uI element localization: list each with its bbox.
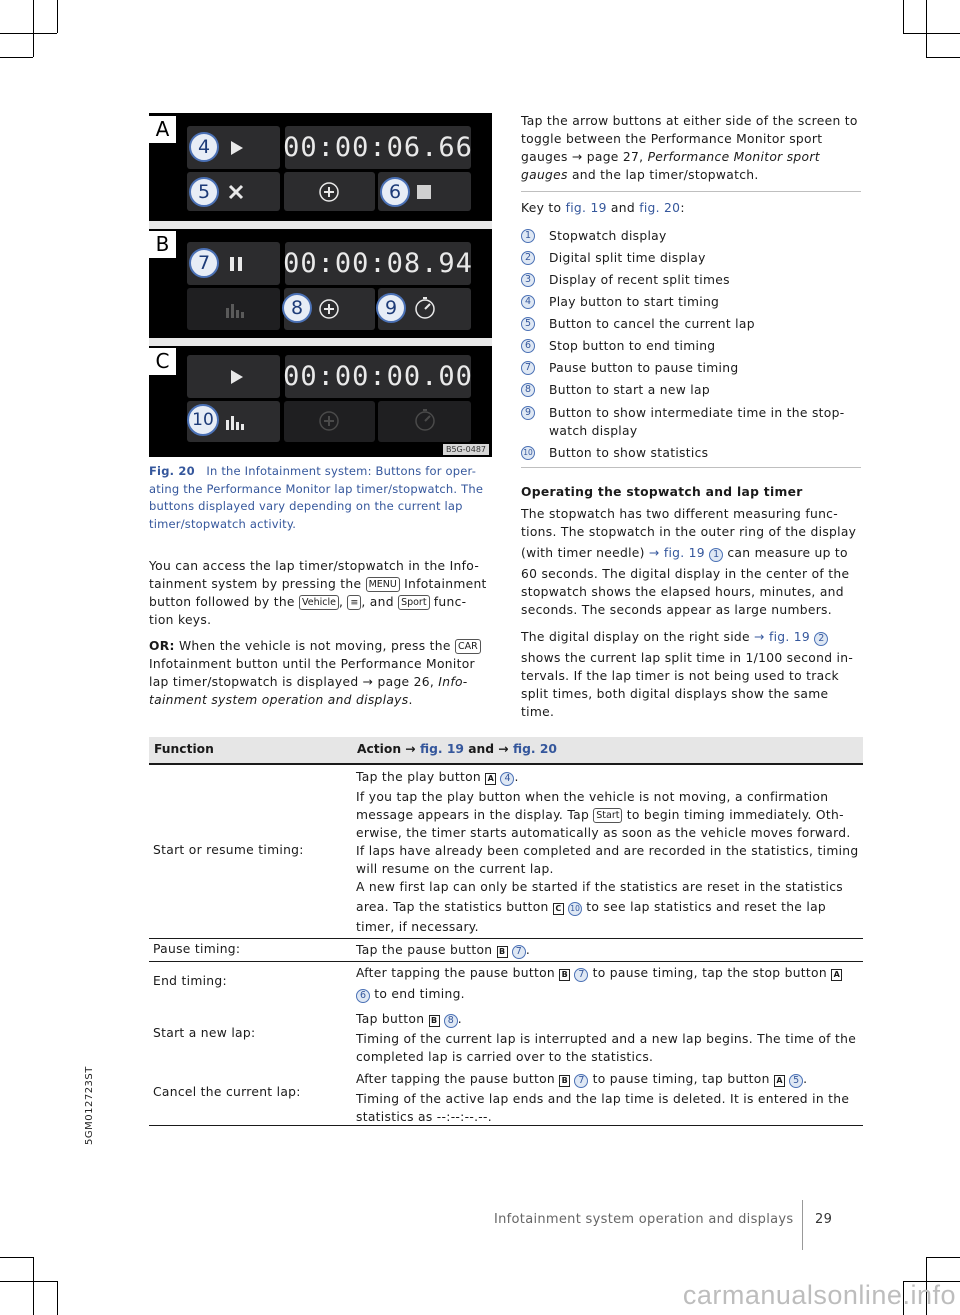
callout-8: 8 — [282, 293, 312, 323]
footer-divider — [802, 1200, 803, 1250]
gauge-key-icon: ≡ — [347, 595, 361, 610]
fig19-link[interactable]: fig. 19 — [565, 201, 607, 215]
menu-key-icon: MENU — [366, 577, 400, 592]
list-item: 5 Button to cancel the current lap — [521, 315, 861, 335]
callout-6: 6 — [380, 177, 410, 207]
stopwatch-display-a: 00:00:06.66 — [285, 126, 471, 169]
divider — [521, 467, 861, 468]
add-lap-icon — [316, 296, 342, 322]
operating-section: Operating the stopwatch and lap timer The stopwatch has two different measuring func- tions. The stopwatch in the outer ring of the display (with timer needle) → fig. 19 1 can measure up to 60 seconds. The digital display in the center of the stopwatch shows the elapsed hours, minutes, and seconds. The seconds appear as large numbers. — [521, 483, 866, 619]
panel-b-letter: B — [149, 231, 176, 258]
figure-20 — [149, 113, 492, 457]
stop-icon — [413, 181, 435, 203]
arrow-icon: → — [362, 675, 374, 689]
list-item: 10 Button to show statistics — [521, 444, 861, 464]
add-lap-icon — [316, 179, 342, 205]
table-row: Cancel the current lap: After tapping the pause button B 7 to pause timing, tap button A 5 . Timing of the active lap ends and the lap time is deleted. It is entered in the statistics as --:--:--.--. — [153, 1072, 850, 1124]
arrow-icon: → — [648, 546, 660, 560]
figure-caption: Fig. 20 In the Infotainment system: Buttons for oper- ating the Performance Monitor lap timer/stopwatch. The buttons displayed vary depending on the current lap timer/stopwatch activity. — [149, 464, 484, 531]
callout-5: 5 — [189, 177, 219, 207]
callout-9: 9 — [376, 293, 406, 323]
key-heading: Key to fig. 19 and fig. 20: — [521, 201, 685, 215]
access-paragraph: You can access the lap timer/stopwatch in the Info- tainment system by pressing the MENU Infotainment button followed by the Vehicle , ≡ , and Sport func- tion keys. — [149, 559, 487, 627]
car-key-icon: CAR — [455, 639, 481, 654]
arrow-icon: → — [498, 742, 509, 756]
panel-a-letter: A — [149, 116, 176, 143]
table-row: Start or resume timing: Tap the play button A 4 . If you tap the play button when the vehicle is not moving, a confirmation message appears in the display. Tap Start to begin timing immediately. Oth- erwise, the timer starts automatically as soon as the vehicle moves forward. If laps have already been completed and are recorded in the statistics, timing will resume on the current lap. A new first lap can only be started if the statistics are reset in the statistics area. Tap the statistics button C 10 to see lap statistics and reset the lap timer, if necessary. — [153, 770, 859, 934]
list-item: 7 Pause button to pause timing — [521, 359, 861, 379]
sport-key: Sport — [398, 595, 430, 610]
statistics-icon — [223, 297, 249, 321]
caption-label: Fig. 20 — [149, 464, 195, 478]
arrow-icon: → — [754, 630, 765, 644]
divider — [521, 191, 861, 192]
page-number: 29 — [815, 1212, 833, 1227]
callout-7: 7 — [189, 248, 219, 278]
fig20-link[interactable]: fig. 20 — [639, 201, 681, 215]
footer-section: Infotainment system operation and displays — [494, 1212, 794, 1227]
stopwatch-icon — [412, 407, 438, 433]
statistics-icon — [223, 409, 249, 433]
vehicle-key: Vehicle — [299, 595, 339, 610]
section-heading: Operating the stopwatch and lap timer — [521, 485, 803, 499]
digital-display-paragraph: The digital display on the right side → fig. 19 2 shows the current lap split time in 1/100 second in- tervals. If the lap timer is not being used to track split times, both digital displays show the same time. — [521, 630, 854, 719]
stopwatch-display-c: 00:00:00.00 — [285, 355, 471, 398]
list-item: 8 Button to start a new lap — [521, 381, 861, 401]
play-icon — [227, 364, 247, 390]
stopwatch-icon — [412, 295, 438, 321]
list-item: 3 Display of recent split times — [521, 271, 861, 291]
arrow-icon: → — [571, 150, 583, 164]
arrow-icon: → — [405, 742, 416, 756]
panel-c-letter: C — [149, 348, 176, 375]
table-row: Start a new lap: Tap button B 8 . Timing of the current lap is interrupted and a new lap begins. The time of the completed lap is carried over to the statistics. — [153, 1012, 857, 1064]
start-key: Start — [593, 808, 622, 823]
pause-icon — [225, 251, 247, 277]
figure-code: B5G-0487 — [443, 444, 489, 455]
table-header: Function Action → fig. 19 and → fig. 20 — [149, 737, 863, 765]
callout-4: 4 — [189, 132, 219, 162]
close-icon — [225, 181, 247, 203]
table-row: Pause timing: Tap the pause button B 7 . — [153, 942, 531, 957]
list-item: 2 Digital split time display — [521, 249, 861, 269]
table-row: End timing: After tapping the pause button B 7 to pause timing, tap the stop button A 6 to end timing. — [149, 963, 863, 1013]
add-lap-icon — [316, 408, 342, 434]
or-paragraph: OR: When the vehicle is not moving, press the CAR Infotainment button until the Performance Monitor lap timer/stopwatch is displayed → page 26, Info- tainment system operation and displays. — [149, 637, 494, 709]
panel-divider — [149, 338, 492, 346]
list-item: 1 Stopwatch display — [521, 227, 861, 247]
list-item: 6 Stop button to end timing — [521, 337, 861, 357]
callout-10: 10 — [187, 404, 219, 436]
list-item: 9 Button to show intermediate time in the stop- watch display — [521, 404, 861, 442]
list-item: 4 Play button to start timing — [521, 293, 861, 313]
play-icon — [227, 135, 247, 161]
stopwatch-display-b: 00:00:08.94 — [285, 242, 471, 285]
side-code: 5GM012723ST — [84, 1066, 95, 1145]
panel-divider — [149, 221, 492, 229]
watermark: carmanualsonline.info — [682, 1280, 956, 1310]
intro-paragraph: Tap the arrow buttons at either side of the screen to toggle between the Performance Monitor sport gauges → page 27, Performance Monitor sport gauges and the lap timer/stopwatch. — [521, 114, 858, 182]
